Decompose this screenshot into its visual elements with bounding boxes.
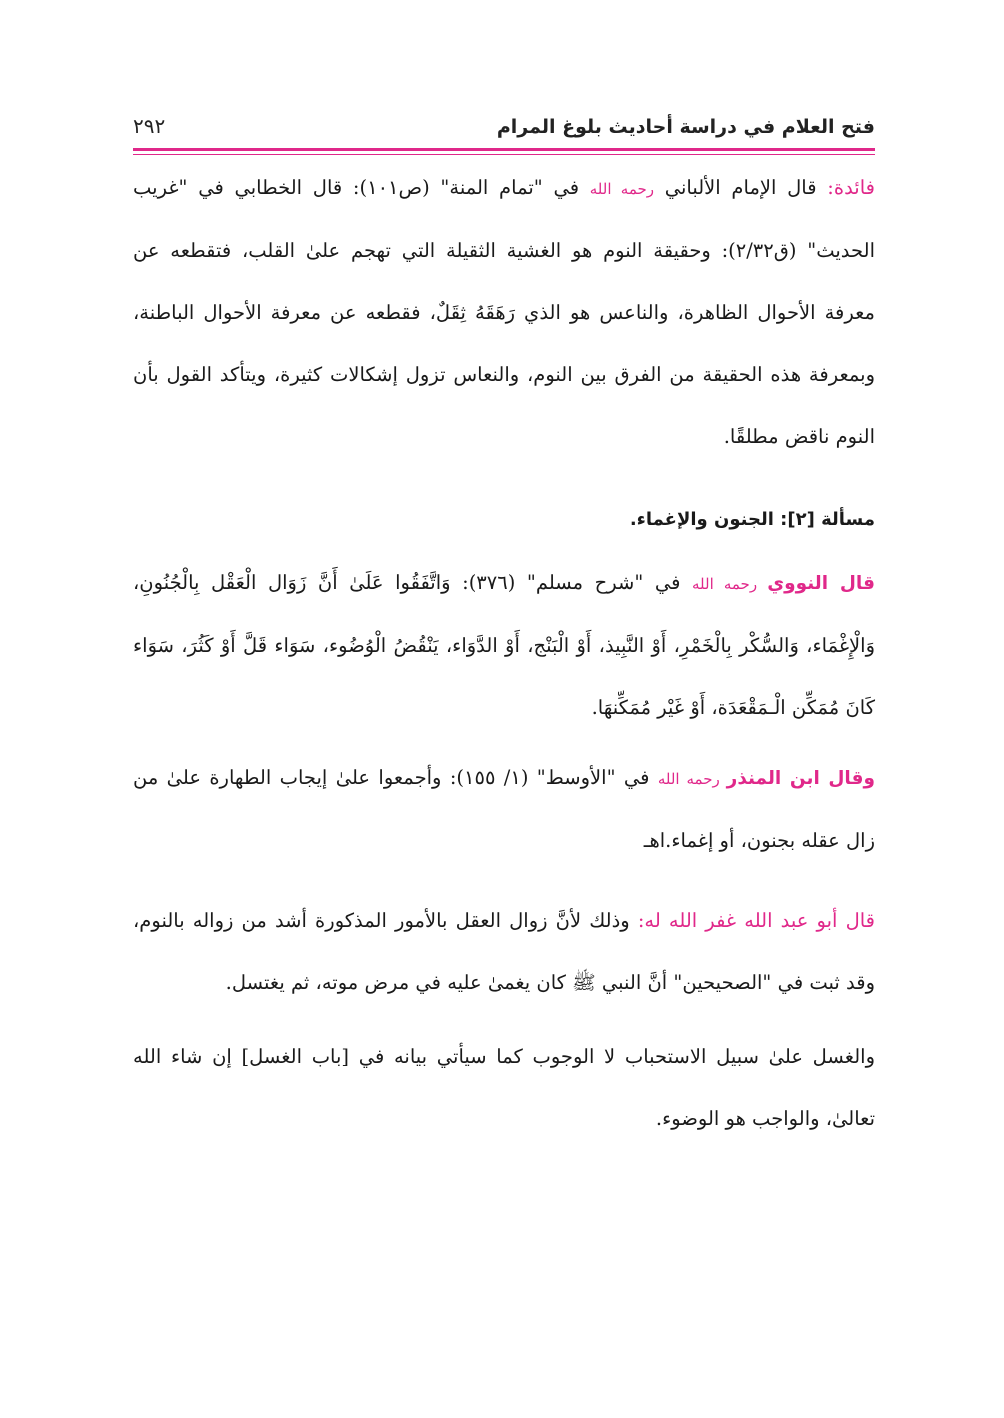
honorific: رحمه الله — [657, 770, 727, 788]
running-title: فتح العلام في دراسة أحاديث بلوغ المرام — [496, 116, 875, 138]
ibn-mundhir-lead: وقال ابن المنذر — [726, 768, 875, 789]
benefit-text-start: قال الإمام الألباني — [654, 176, 828, 199]
book-page — [133, 108, 875, 1150]
author-paragraph — [133, 890, 875, 1014]
header-rule-thick — [133, 148, 875, 151]
closing-paragraph — [133, 1026, 875, 1150]
benefit-text: في "تمام المنة" (ص١٠١): قال الخطابي في "غريب الحديث" (ق٢/٣٢): وحقيقة النوم هو الغشية الثقيلة التي تهجم علىٰ القلب، فتقطعه عن معرفة الأحوال الظاهرة، والناعس هو الذي رَهَقَهُ ثِقَلٌ، فقطعه عن معرفة الأحوال الباطنة، وبمعرفة هذه الحقيقة من الفرق بين النوم، والنعاس تزول إشكالات كثيرة، ويتأكد القول بأن النوم ناقض مطلقًا. — [133, 176, 875, 448]
author-text: وذلك لأنَّ زوال العقل بالأمور المذكورة أشد من زواله بالنوم، وقد ثبت في "الصحيحين" أنَّ النبي ﷺ كان يغمىٰ عليه في مرض موته، ثم يغتسل. — [133, 909, 875, 994]
nawawi-paragraph — [133, 552, 875, 739]
author-lead: قال أبو عبد الله غفر الله له: — [637, 909, 875, 932]
header-rule-thin — [133, 154, 875, 155]
ibn-mundhir-text: في "الأوسط" (١/ ١٥٥): وأجمعوا علىٰ إيجاب الطهارة علىٰ من زال عقله بجنون، أو إغماء.اهـ — [133, 766, 875, 852]
section-label: مسألة [٢]: — [780, 509, 875, 530]
page-number: ٢٩٢ — [133, 114, 166, 138]
honorific: رحمه الله — [691, 575, 768, 593]
nawawi-text: في "شرح مسلم" (٣٧٦): وَاتَّفَقُوا عَلَىٰ أَنَّ زَوَال الْعَقْل بِالْجُنُونِ، وَالْإِغْمَاء، وَالسُّكْر بِالْخَمْرِ، أَوْ النَّبِيذ، أَوْ الْبَنْج، أَوْ الدَّوَاء، يَنْقُضُ الْوُضُوء، سَوَاء قَلَّ أَوْ كَثُرَ، سَوَاء كَانَ مُمَكِّن الْـمَقْعَدَة، أَوْ غَيْر مُمَكِّنهَا. — [133, 571, 875, 719]
closing-text: والغسل علىٰ سبيل الاستحباب لا الوجوب كما سيأتي بيانه في [باب الغسل] إن شاء الله تعالىٰ، والواجب هو الوضوء. — [133, 1045, 875, 1130]
nawawi-lead: قال النووي — [767, 573, 875, 594]
honorific: رحمه الله — [589, 180, 655, 198]
ibn-mundhir-paragraph — [133, 747, 875, 872]
section-title-text: الجنون والإغماء. — [629, 509, 781, 530]
benefit-paragraph — [133, 157, 875, 468]
section-heading — [133, 498, 875, 542]
page-header — [133, 108, 875, 148]
benefit-label: فائدة: — [827, 176, 875, 199]
